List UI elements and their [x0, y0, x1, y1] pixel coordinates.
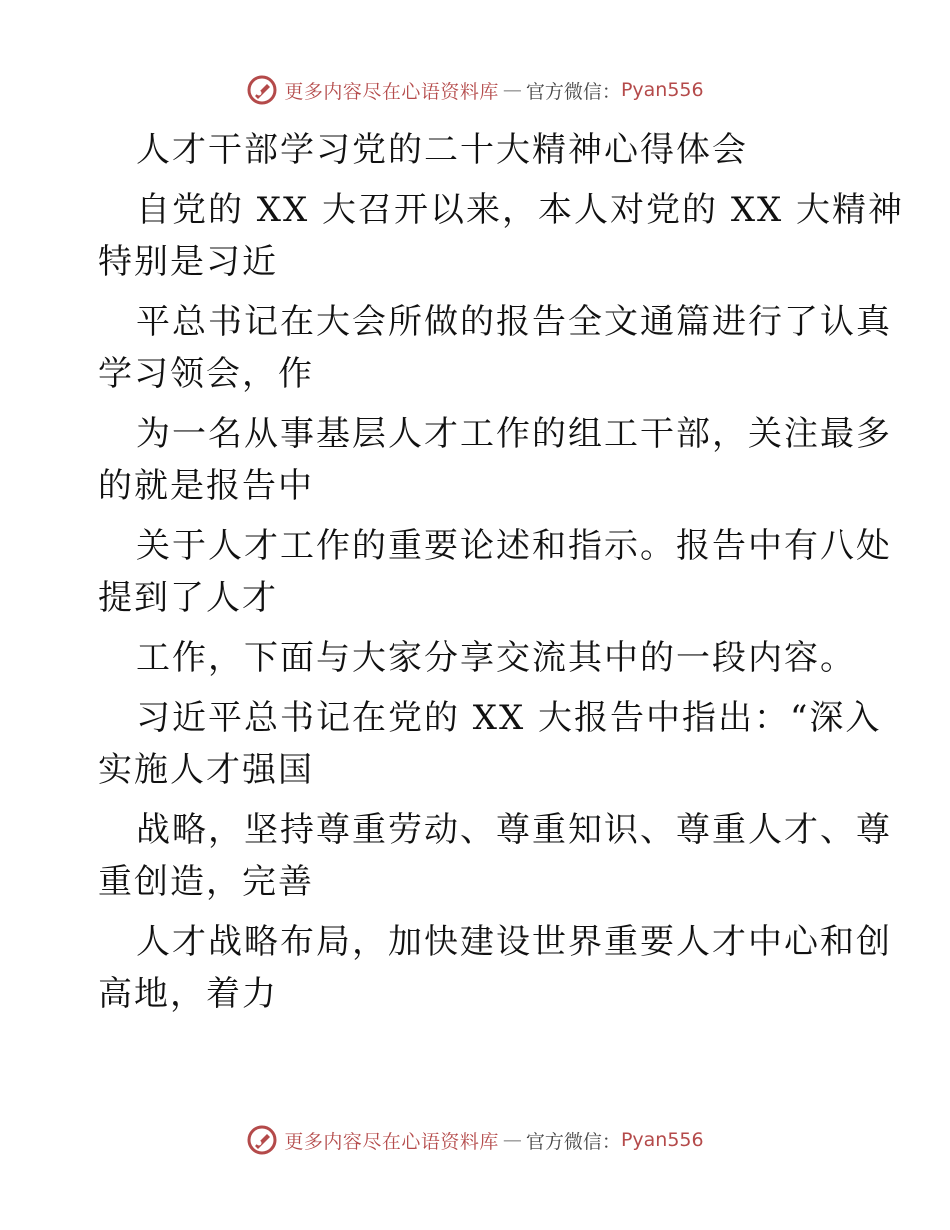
text-line: 人才战略布局，加快建设世界重要人才中心和创 [136, 922, 892, 962]
watermark-label: 官方微信： [525, 80, 621, 103]
text-line: 提到了人才 [98, 578, 278, 618]
watermark-label: 官方微信： [525, 1130, 621, 1153]
text-line: 自党的 XX 大召开以来，本人对党的 XX 大精神 [136, 190, 905, 230]
text-line: 关于人才工作的重要论述和指示。报告中有八处 [136, 526, 892, 566]
brand-logo-icon [246, 1124, 278, 1156]
document-title: 人才干部学习党的二十大精神心得体会 [136, 130, 748, 170]
text-line: 的就是报告中 [98, 466, 314, 506]
watermark-dash: — [502, 79, 522, 101]
watermark-brand: 更多内容尽在心语资料库 [284, 1130, 499, 1153]
text-line: 实施人才强国 [98, 750, 314, 790]
watermark-id: Pyan556 [620, 1129, 704, 1151]
watermark-id: Pyan556 [620, 79, 704, 101]
text-line: 为一名从事基层人才工作的组工干部，关注最多 [136, 414, 892, 454]
watermark-brand: 更多内容尽在心语资料库 [284, 80, 499, 103]
watermark-dash: — [502, 1129, 522, 1151]
text-line: 战略，坚持尊重劳动、尊重知识、尊重人才、尊 [136, 810, 892, 850]
text-line: 特别是习近 [98, 242, 278, 282]
text-line: 工作，下面与大家分享交流其中的一段内容。 [136, 638, 856, 678]
text-line: 高地，着力 [98, 974, 278, 1014]
brand-logo-icon [246, 74, 278, 106]
text-line: 习近平总书记在党的 XX 大报告中指出：“深入 [136, 698, 882, 738]
text-line: 重创造，完善 [98, 862, 314, 902]
header-watermark [0, 70, 950, 110]
footer-watermark [0, 1120, 950, 1160]
document-body [98, 120, 905, 1024]
text-line: 学习领会，作 [98, 354, 314, 394]
text-line: 平总书记在大会所做的报告全文通篇进行了认真 [136, 302, 892, 342]
